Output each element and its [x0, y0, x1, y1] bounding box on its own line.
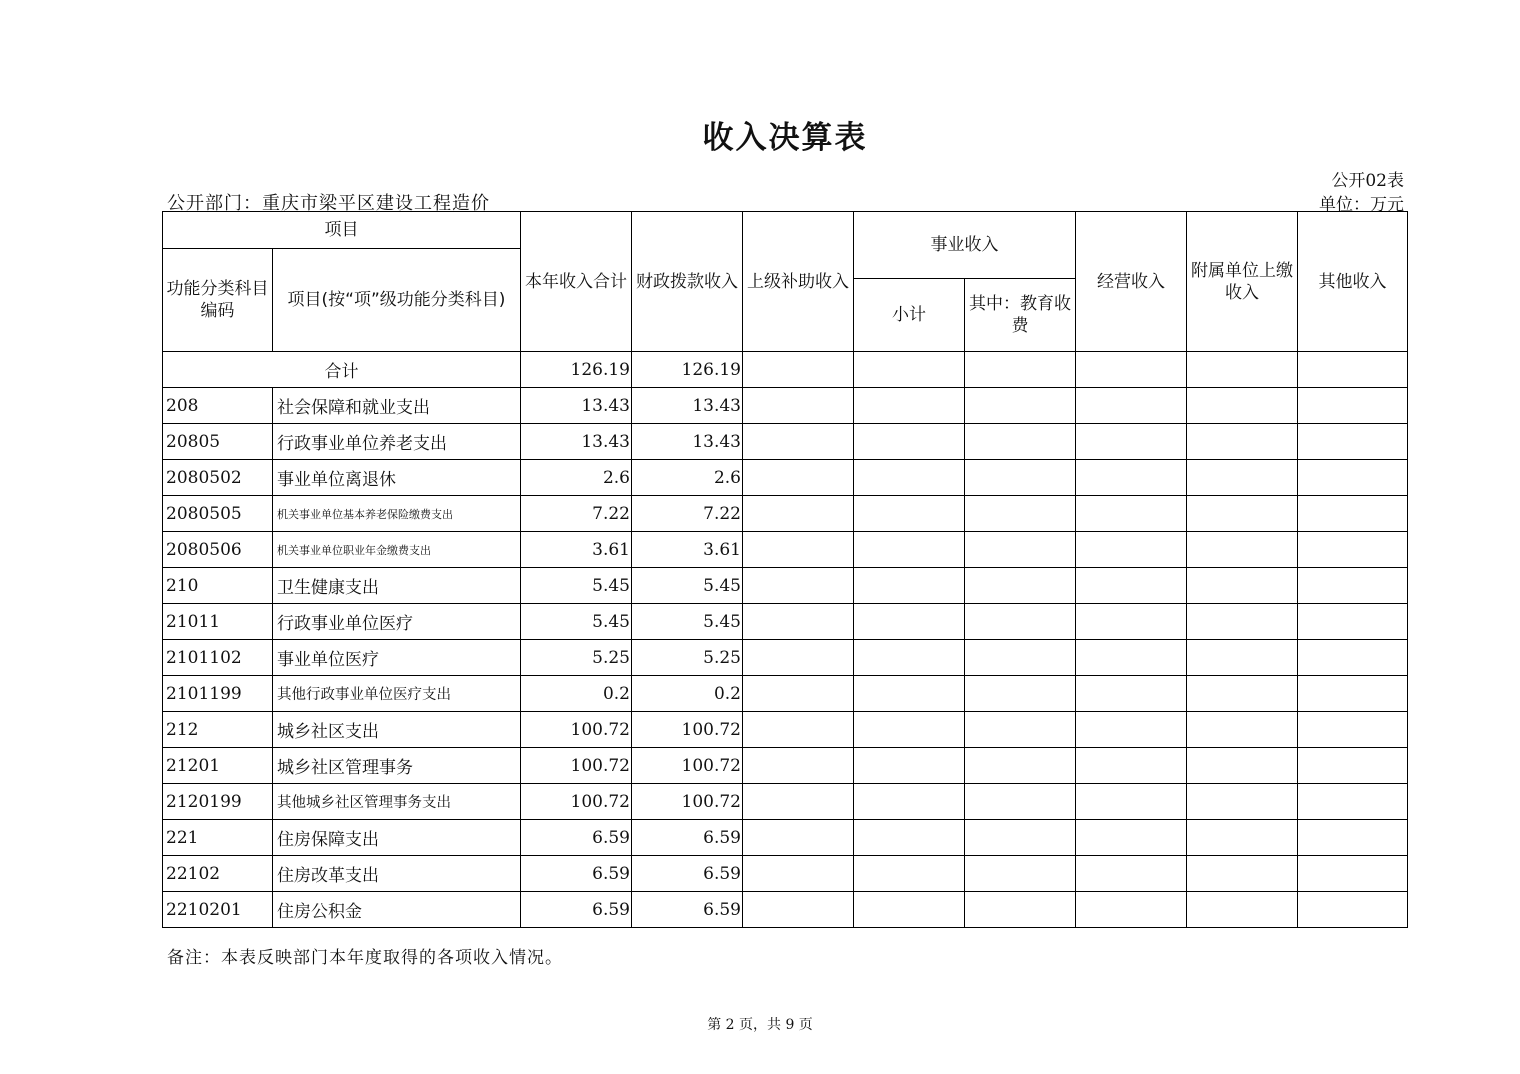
- row-total-income: 7.22: [521, 496, 632, 532]
- empty-cell: [743, 496, 854, 532]
- row-fiscal: 13.43: [632, 424, 743, 460]
- empty-cell: [1076, 892, 1187, 928]
- empty-cell: [1187, 424, 1298, 460]
- empty-cell: [854, 568, 965, 604]
- empty-cell: [1298, 820, 1408, 856]
- table-row: [163, 748, 1408, 784]
- row-total-income: 13.43: [521, 424, 632, 460]
- header-education: 其中：教育收费: [965, 279, 1076, 352]
- empty-cell: [854, 820, 965, 856]
- row-code: 221: [163, 820, 273, 856]
- empty-cell: [1298, 892, 1408, 928]
- empty-cell: [1076, 640, 1187, 676]
- empty-cell: [743, 532, 854, 568]
- empty-cell: [1187, 460, 1298, 496]
- empty-cell: [965, 496, 1076, 532]
- empty-cell: [743, 784, 854, 820]
- row-item-name: 其他行政事业单位医疗支出: [273, 676, 521, 712]
- empty-cell: [965, 640, 1076, 676]
- row-code: 22102: [163, 856, 273, 892]
- empty-cell: [743, 568, 854, 604]
- empty-cell: [743, 820, 854, 856]
- total-label: 合计: [163, 352, 521, 388]
- header-project: 项目: [163, 212, 521, 249]
- row-total-income: 5.25: [521, 640, 632, 676]
- page-footer: 第 2 页，共 9 页: [707, 1017, 813, 1033]
- empty-cell: [854, 856, 965, 892]
- row-item-name: 城乡社区支出: [273, 712, 521, 748]
- row-item-name: 城乡社区管理事务: [273, 748, 521, 784]
- table-row: [163, 460, 1408, 496]
- empty-cell: [1076, 532, 1187, 568]
- row-item-name: 住房公积金: [273, 892, 521, 928]
- row-fiscal: 6.59: [632, 820, 743, 856]
- empty-cell: [743, 712, 854, 748]
- empty-cell: [965, 712, 1076, 748]
- header-affiliated: 附属单位上缴收入: [1187, 212, 1298, 352]
- empty-cell: [965, 388, 1076, 424]
- table-row: [163, 892, 1408, 928]
- row-code: 2080506: [163, 532, 273, 568]
- empty-cell: [1076, 712, 1187, 748]
- empty-cell: [1076, 604, 1187, 640]
- row-code: 2101199: [163, 676, 273, 712]
- empty-cell: [965, 568, 1076, 604]
- row-code: 21201: [163, 748, 273, 784]
- empty-cell: [1298, 784, 1408, 820]
- empty-cell: [965, 892, 1076, 928]
- empty-cell: [965, 820, 1076, 856]
- row-code: 208: [163, 388, 273, 424]
- row-item-name: 其他城乡社区管理事务支出: [273, 784, 521, 820]
- empty-cell: [1187, 496, 1298, 532]
- row-total-income: 5.45: [521, 604, 632, 640]
- empty-cell: [854, 640, 965, 676]
- header-superior: 上级补助收入: [743, 212, 854, 352]
- empty-cell: [743, 676, 854, 712]
- empty-cell: [965, 460, 1076, 496]
- empty-cell: [854, 388, 965, 424]
- row-fiscal: 6.59: [632, 892, 743, 928]
- empty-cell: [1187, 568, 1298, 604]
- row-fiscal: 5.45: [632, 604, 743, 640]
- empty-cell: [1187, 640, 1298, 676]
- empty-cell: [743, 460, 854, 496]
- remark-note: 备注：本表反映部门本年度取得的各项收入情况。: [167, 948, 563, 968]
- row-code: 21011: [163, 604, 273, 640]
- empty-cell: [1076, 748, 1187, 784]
- empty-cell: [1298, 568, 1408, 604]
- page-title: 收入决算表: [702, 120, 868, 156]
- header-subtotal: 小计: [854, 279, 965, 352]
- empty-cell: [1298, 748, 1408, 784]
- row-item-name: 机关事业单位职业年金缴费支出: [273, 532, 521, 568]
- table-row: [163, 604, 1408, 640]
- empty-cell: [1076, 676, 1187, 712]
- empty-cell: [1298, 388, 1408, 424]
- empty-cell: [1076, 460, 1187, 496]
- empty-cell: [854, 712, 965, 748]
- row-item-name: 住房改革支出: [273, 856, 521, 892]
- empty-cell: [743, 748, 854, 784]
- row-total-income: 100.72: [521, 748, 632, 784]
- row-fiscal: 100.72: [632, 712, 743, 748]
- empty-cell: [1187, 532, 1298, 568]
- empty-cell: [1298, 424, 1408, 460]
- empty-cell: [965, 424, 1076, 460]
- empty-cell: [1076, 568, 1187, 604]
- row-item-name: 社会保障和就业支出: [273, 388, 521, 424]
- empty-cell: [1298, 856, 1408, 892]
- header-other: 其他收入: [1298, 212, 1408, 352]
- row-fiscal: 3.61: [632, 532, 743, 568]
- empty-cell: [743, 892, 854, 928]
- table-row: [163, 532, 1408, 568]
- header-total-income: 本年收入合计: [521, 212, 632, 352]
- empty-cell: [854, 460, 965, 496]
- row-code: 210: [163, 568, 273, 604]
- empty-cell: [743, 388, 854, 424]
- header-code: 功能分类科目编码: [163, 249, 273, 352]
- empty-cell: [1076, 820, 1187, 856]
- row-code: 2080505: [163, 496, 273, 532]
- empty-cell: [854, 496, 965, 532]
- header-business: 事业收入: [854, 212, 1076, 279]
- row-total-income: 0.2: [521, 676, 632, 712]
- row-code: 2080502: [163, 460, 273, 496]
- row-item-name: 卫生健康支出: [273, 568, 521, 604]
- empty-cell: [1187, 784, 1298, 820]
- table-row: [163, 568, 1408, 604]
- row-item-name: 住房保障支出: [273, 820, 521, 856]
- table-row: [163, 856, 1408, 892]
- empty-cell: [743, 352, 854, 388]
- empty-cell: [743, 604, 854, 640]
- empty-cell: [1076, 352, 1187, 388]
- empty-cell: [854, 748, 965, 784]
- empty-cell: [965, 352, 1076, 388]
- table-row: [163, 712, 1408, 748]
- table-row: [163, 424, 1408, 460]
- empty-cell: [1298, 496, 1408, 532]
- empty-cell: [1187, 676, 1298, 712]
- row-fiscal: 100.72: [632, 748, 743, 784]
- row-fiscal: 7.22: [632, 496, 743, 532]
- total-row: [163, 352, 1408, 388]
- empty-cell: [1298, 604, 1408, 640]
- row-total-income: 6.59: [521, 820, 632, 856]
- total-income-cell: 126.19: [521, 352, 632, 388]
- row-total-income: 2.6: [521, 460, 632, 496]
- empty-cell: [854, 892, 965, 928]
- empty-cell: [1187, 748, 1298, 784]
- empty-cell: [1298, 460, 1408, 496]
- empty-cell: [1187, 604, 1298, 640]
- row-fiscal: 6.59: [632, 856, 743, 892]
- row-fiscal: 5.45: [632, 568, 743, 604]
- empty-cell: [1298, 532, 1408, 568]
- row-code: 2101102: [163, 640, 273, 676]
- row-total-income: 3.61: [521, 532, 632, 568]
- table-body: [163, 352, 1408, 928]
- empty-cell: [1187, 820, 1298, 856]
- empty-cell: [1298, 712, 1408, 748]
- form-number: 公开02表: [1331, 171, 1404, 191]
- empty-cell: [854, 352, 965, 388]
- unit-label: 单位：万元: [1319, 195, 1404, 215]
- row-total-income: 100.72: [521, 712, 632, 748]
- row-code: 2210201: [163, 892, 273, 928]
- empty-cell: [854, 784, 965, 820]
- row-item-name: 事业单位离退休: [273, 460, 521, 496]
- total-fiscal-cell: 126.19: [632, 352, 743, 388]
- table-row: [163, 496, 1408, 532]
- empty-cell: [1187, 388, 1298, 424]
- empty-cell: [1298, 352, 1408, 388]
- empty-cell: [1187, 712, 1298, 748]
- row-code: 212: [163, 712, 273, 748]
- empty-cell: [965, 784, 1076, 820]
- empty-cell: [1298, 640, 1408, 676]
- row-item-name: 事业单位医疗: [273, 640, 521, 676]
- empty-cell: [854, 532, 965, 568]
- empty-cell: [854, 604, 965, 640]
- empty-cell: [1187, 352, 1298, 388]
- empty-cell: [1187, 856, 1298, 892]
- table-row: [163, 784, 1408, 820]
- empty-cell: [743, 640, 854, 676]
- header-operating: 经营收入: [1076, 212, 1187, 352]
- empty-cell: [965, 604, 1076, 640]
- row-fiscal: 5.25: [632, 640, 743, 676]
- table-row: [163, 820, 1408, 856]
- table-row: [163, 676, 1408, 712]
- income-table: [162, 211, 1408, 928]
- empty-cell: [1298, 676, 1408, 712]
- row-total-income: 6.59: [521, 892, 632, 928]
- row-item-name: 行政事业单位医疗: [273, 604, 521, 640]
- row-item-name: 行政事业单位养老支出: [273, 424, 521, 460]
- row-fiscal: 13.43: [632, 388, 743, 424]
- empty-cell: [1076, 784, 1187, 820]
- row-fiscal: 2.6: [632, 460, 743, 496]
- empty-cell: [1076, 856, 1187, 892]
- empty-cell: [1076, 496, 1187, 532]
- row-code: 20805: [163, 424, 273, 460]
- empty-cell: [965, 532, 1076, 568]
- empty-cell: [1187, 892, 1298, 928]
- header-item: 项目(按“项”级功能分类科目): [273, 249, 521, 352]
- row-code: 2120199: [163, 784, 273, 820]
- empty-cell: [1076, 424, 1187, 460]
- table-row: [163, 640, 1408, 676]
- empty-cell: [743, 424, 854, 460]
- department-label: 公开部门：重庆市梁平区建设工程造价: [167, 193, 490, 214]
- row-fiscal: 100.72: [632, 784, 743, 820]
- row-total-income: 13.43: [521, 388, 632, 424]
- header-fiscal: 财政拨款收入: [632, 212, 743, 352]
- empty-cell: [854, 424, 965, 460]
- empty-cell: [1076, 388, 1187, 424]
- empty-cell: [743, 856, 854, 892]
- empty-cell: [965, 856, 1076, 892]
- empty-cell: [965, 748, 1076, 784]
- row-item-name: 机关事业单位基本养老保险缴费支出: [273, 496, 521, 532]
- empty-cell: [965, 676, 1076, 712]
- row-total-income: 5.45: [521, 568, 632, 604]
- row-total-income: 100.72: [521, 784, 632, 820]
- table-header: [163, 212, 1408, 352]
- empty-cell: [854, 676, 965, 712]
- row-fiscal: 0.2: [632, 676, 743, 712]
- row-total-income: 6.59: [521, 856, 632, 892]
- table-row: [163, 388, 1408, 424]
